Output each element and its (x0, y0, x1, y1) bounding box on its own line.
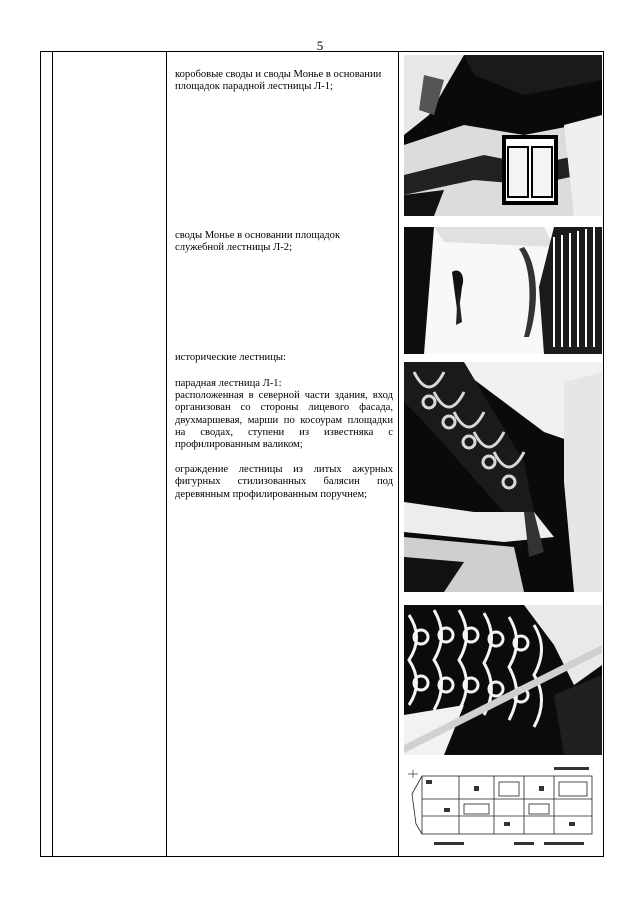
column-divider-3 (398, 52, 399, 856)
feature-vaults-text: коробовые своды и своды Монье в основании площадок парадной лестницы Л-1; (175, 69, 382, 93)
service-staircase-photo-icon (404, 227, 602, 354)
main-staircase-subheading: парадная лестница Л-1: (175, 378, 282, 389)
vaulted-ceiling-photo-icon (404, 55, 602, 216)
floor-plan-icon (404, 764, 602, 852)
feature-service-vaults-text: своды Монье в основании площадок служебной лестницы Л-2; (175, 230, 341, 254)
column-divider-1 (52, 52, 53, 856)
historic-staircases-heading: исторические лестницы: (175, 352, 286, 363)
main-staircase-photo-icon (404, 362, 602, 592)
railing-description: ограждение лестницы из литых ажурных фигурных стилизованных балясин под деревянным профилированным поручнем; (175, 464, 393, 500)
page-number: 5 (316, 38, 324, 53)
main-staircase-description: расположенная в северной части здания, вход организован со стороны лицевого фасада, двухмаршевая, марши по косоурам площадки на сводах, ступени из известняка с профилированным валиком; (175, 390, 393, 451)
cast-iron-railing-photo-icon (404, 605, 602, 755)
column-divider-2 (166, 52, 167, 856)
